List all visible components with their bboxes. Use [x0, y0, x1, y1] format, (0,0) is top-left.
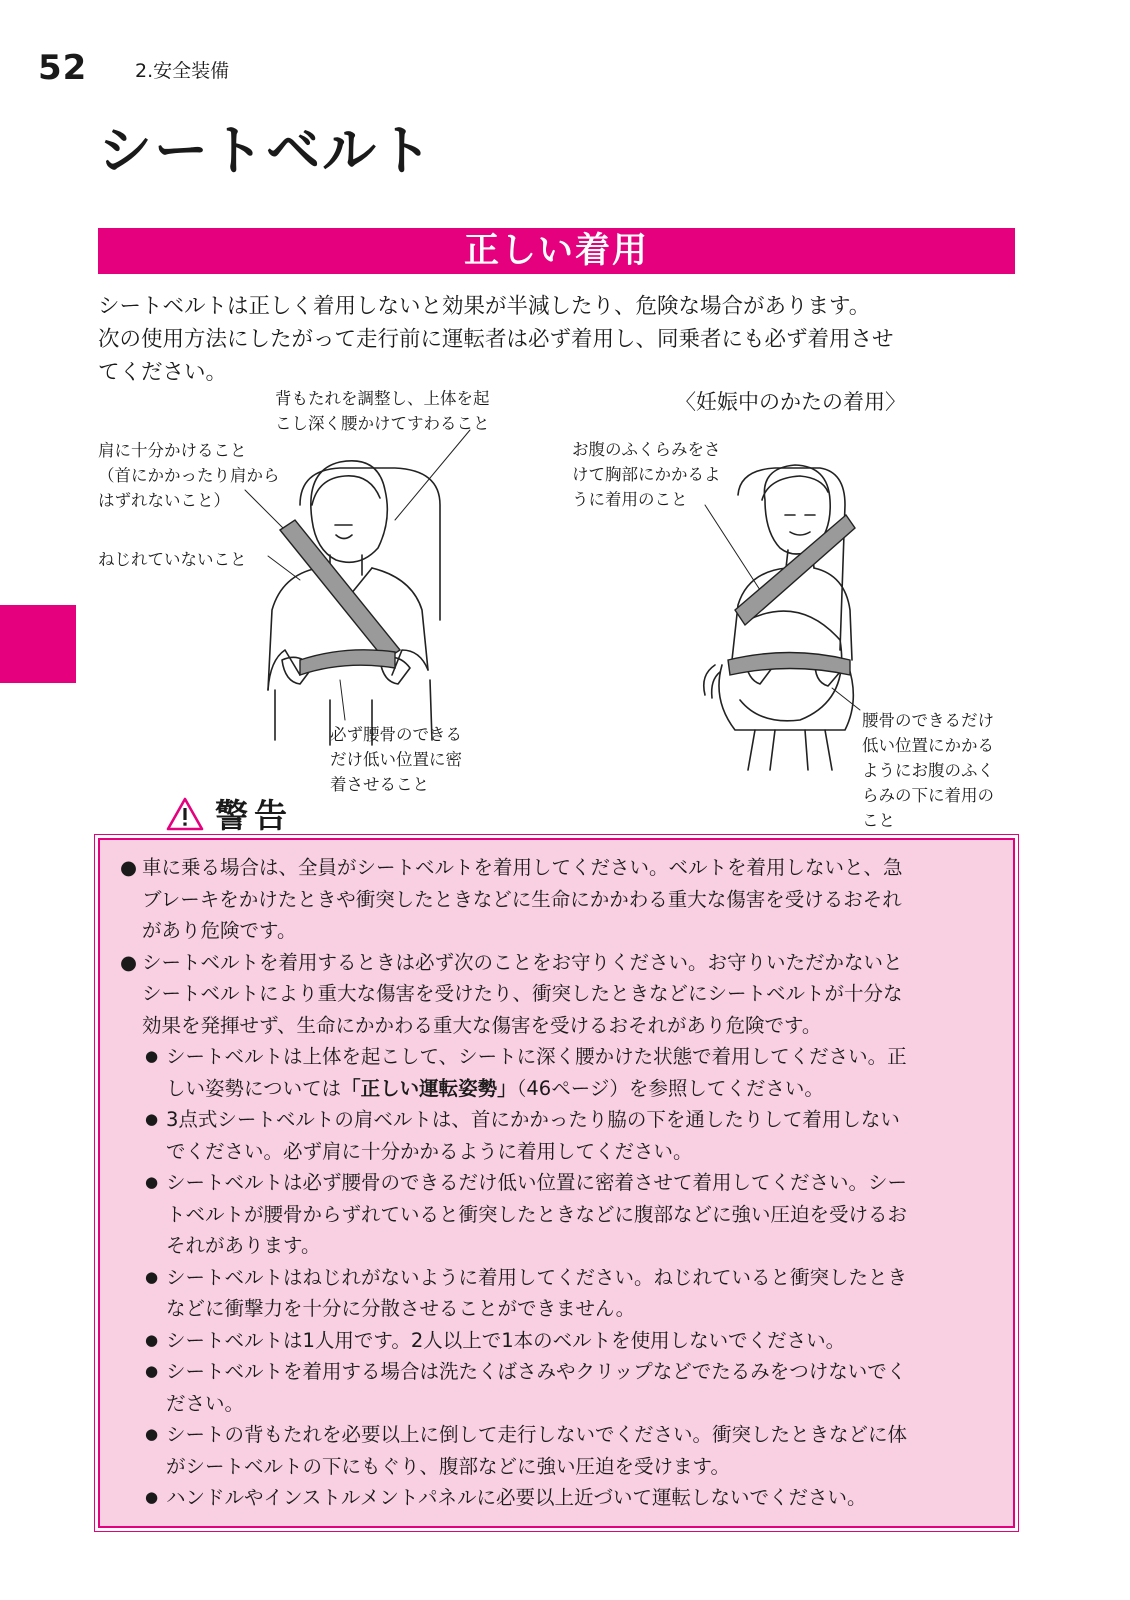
bullet: ●: [145, 1110, 159, 1128]
warning-text: しい姿勢については: [166, 1076, 342, 1100]
pregnant-heading: 〈妊娠中のかたの着用〉: [675, 390, 906, 414]
intro-line: 次の使用方法にしたがって走行前に運転者は必ず着用し、同乗者にも必ず着用させ: [98, 327, 894, 352]
chapter-label: 2.安全装備: [135, 60, 230, 82]
label-line: 腰骨のできるだけ: [862, 711, 994, 730]
bullet: ●: [145, 1047, 159, 1065]
bullet: ●: [145, 1267, 159, 1286]
label-line: 肩に十分かけること: [98, 441, 247, 460]
label-line: ようにお腹のふく: [862, 761, 994, 780]
pregnant-belt: [728, 515, 855, 675]
label-line: （首にかかったり肩から: [98, 466, 280, 485]
warning-subitem: [120, 1356, 999, 1419]
label-shoulder: [98, 438, 280, 513]
warning-text: （46ページ）を参照してください。: [516, 1076, 824, 1100]
bullet: ●: [145, 1362, 159, 1380]
label-line: こと: [862, 811, 895, 830]
label-hip-low: [862, 708, 994, 833]
bullet: ●: [120, 950, 138, 974]
warning-line: シートベルトは上体を起こして、シートに深く腰かけた状態で着用してください。正: [166, 1045, 907, 1068]
driver-belt: [280, 520, 400, 675]
label-backrest: [275, 386, 490, 436]
label-line: だけ低い位置に密: [330, 750, 462, 769]
page-title: シートベルト: [98, 119, 434, 182]
label-line: 背もたれを調整し、上体を起: [275, 389, 490, 408]
warning-line: それがあります。: [166, 1234, 321, 1257]
label-line: 着させること: [330, 775, 429, 794]
label-line: 必ず腰骨のできる: [330, 725, 462, 744]
bullet: ●: [145, 1488, 159, 1506]
warning-line: がシートベルトの下にもぐり、腹部などに強い圧迫を受けます。: [166, 1454, 730, 1478]
warning-line: でください。必ず肩に十分かかるように着用してください。: [166, 1139, 693, 1163]
label-line: はずれないこと）: [98, 491, 230, 510]
warning-subitem: [120, 1325, 999, 1357]
label-belly: [572, 437, 721, 512]
label-line: らみの下に着用の: [862, 786, 994, 805]
warning-item: [120, 947, 999, 1042]
warning-subitem: [120, 1167, 999, 1262]
warning-line: シートの背もたれを必要以上に倒して走行しないでください。衝突したときなどに体: [166, 1423, 908, 1446]
intro-line: シートベルトは正しく着用しないと効果が半減したり、危険な場合があります。: [98, 294, 871, 319]
warning-line: ださい。: [166, 1391, 245, 1415]
warning-subitem: [120, 1041, 999, 1104]
warning-subitem: [120, 1104, 999, 1167]
label-line: こし深く腰かけてすわること: [275, 414, 490, 433]
page-reference: 「正しい運転姿勢」: [341, 1076, 517, 1100]
warning-line: 車に乗る場合は、全員がシートベルトを着用してください。ベルトを着用しないと、急: [142, 856, 903, 879]
page-number: 52: [38, 48, 88, 88]
label-line: うに着用のこと: [572, 490, 688, 509]
warning-line: シートベルトを着用する場合は洗たくばさみやクリップなどでたるみをつけないでく: [166, 1360, 907, 1383]
warning-line: 3点式シートベルトの肩ベルトは、首にかかったり脇の下を通したりして着用しない: [166, 1108, 900, 1131]
label-line: ねじれていないこと: [98, 550, 247, 569]
warning-line: シートベルトにより重大な傷害を受けたり、衝突したときなどにシートベルトが十分な: [142, 982, 903, 1005]
label-hip: [330, 722, 462, 797]
warning-triangle-icon: [165, 796, 205, 832]
warning-heading-text: 警告: [215, 796, 293, 835]
label-twist: [98, 547, 247, 572]
warning-line: シートベルトはねじれがないように着用してください。ねじれていると衝突したとき: [166, 1265, 908, 1289]
intro-line: てください。: [98, 360, 228, 385]
pregnant-illustration: [704, 465, 860, 770]
label-line: 低い位置にかかる: [862, 736, 994, 755]
warning-line: シートベルトを着用するときは必ず次のことをお守りください。お守りいただかないと: [142, 950, 903, 974]
warning-line: があり危険です。: [142, 919, 297, 942]
warning-subitem: [120, 1482, 999, 1514]
warning-heading: [165, 790, 293, 837]
warning-item: [120, 852, 999, 947]
bullet: ●: [145, 1330, 159, 1349]
warning-box: [98, 838, 1015, 1528]
warning-line: ハンドルやインストルメントパネルに必要以上近づいて運転しないでください。: [166, 1486, 867, 1509]
bullet: ●: [145, 1425, 159, 1443]
warning-line: トベルトが腰骨からずれていると衝突したときなどに腹部などに強い圧迫を受けるお: [166, 1202, 908, 1226]
bullet: ●: [120, 856, 138, 879]
warning-line: [166, 1073, 999, 1105]
label-line: お腹のふくらみをさ: [572, 440, 721, 459]
warning-line: ブレーキをかけたときや衝突したときなどに生命にかかわる重大な傷害を受けるおそれ: [142, 887, 902, 911]
warning-line: 効果を発揮せず、生命にかかわる重大な傷害を受けるおそれがあり危険です。: [142, 1013, 822, 1037]
warning-line: シートベルトは必ず腰骨のできるだけ低い位置に密着させて着用してください。シー: [166, 1171, 908, 1194]
warning-line: シートベルトは1人用です。2人以上で1本のベルトを使用しないでください。: [166, 1328, 846, 1352]
section-heading: 正しい着用: [98, 228, 1015, 274]
warning-subitem: [120, 1419, 999, 1482]
warning-line: などに衝撃力を十分に分散させることができません。: [166, 1297, 636, 1320]
label-line: けて胸部にかかるよ: [572, 465, 721, 484]
bullet: ●: [145, 1173, 159, 1191]
warning-subitem: [120, 1262, 999, 1325]
